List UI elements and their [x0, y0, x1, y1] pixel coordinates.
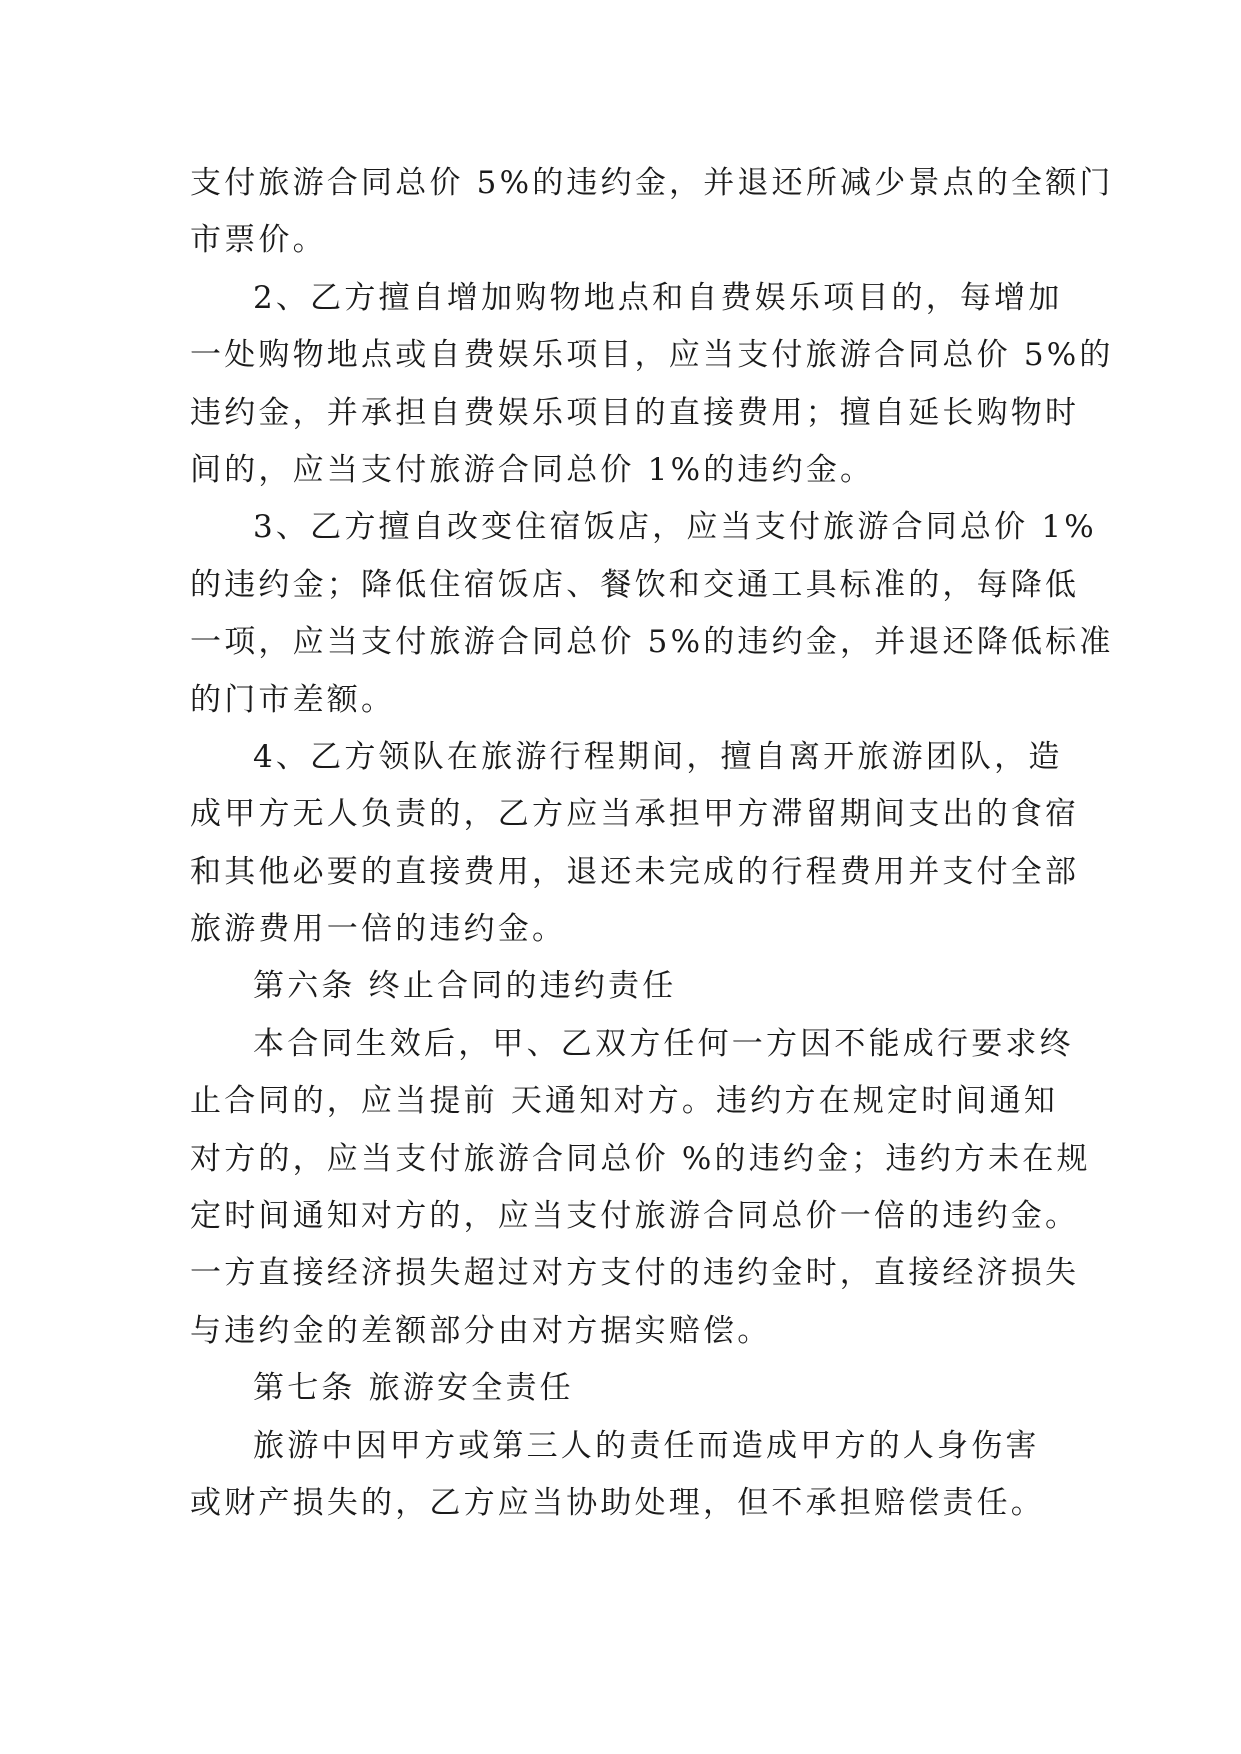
- text-line: 一处购物地点或自费娱乐项目，应当支付旅游合同总价 5%的: [190, 337, 1114, 374]
- text-line: 止合同的，应当提前 天通知对方。违约方在规定时间通知: [190, 1083, 1059, 1120]
- text-line: 的违约金；降低住宿饭店、餐饮和交通工具标准的，每降低: [190, 566, 1080, 603]
- text-line: 一项，应当支付旅游合同总价 5%的违约金，并退还降低标准: [190, 624, 1114, 661]
- article-6-heading: 第六条 终止合同的违约责任: [253, 968, 677, 1005]
- text-line: 违约金，并承担自费娱乐项目的直接费用；擅自延长购物时: [190, 394, 1080, 431]
- text-line: 定时间通知对方的，应当支付旅游合同总价一倍的违约金。: [190, 1198, 1080, 1235]
- document-body: [190, 155, 1114, 1532]
- text-line: 或财产损失的，乙方应当协助处理，但不承担赔偿责任。: [190, 1484, 1045, 1521]
- text-line: 支付旅游合同总价 5%的违约金，并退还所减少景点的全额门: [190, 165, 1114, 201]
- text-line: 一方直接经济损失超过对方支付的违约金时，直接经济损失: [190, 1255, 1080, 1292]
- article-7-heading: 第七条 旅游安全责任: [253, 1370, 574, 1407]
- text-line: 成甲方无人负责的，乙方应当承担甲方滞留期间支出的食宿: [190, 796, 1080, 833]
- clause-3-start: 3、乙方擅自改变住宿饭店，应当支付旅游合同总价 1%: [253, 509, 1097, 546]
- text-line: 对方的，应当支付旅游合同总价 %的违约金；违约方未在规: [190, 1140, 1091, 1177]
- article-7-paragraph-start: 旅游中因甲方或第三人的责任而造成甲方的人身伤害: [253, 1427, 1040, 1464]
- clause-4-start: 4、乙方领队在旅游行程期间，擅自离开旅游团队，造: [253, 738, 1063, 775]
- article-6-paragraph-start: 本合同生效后，甲、乙双方任何一方因不能成行要求终: [253, 1025, 1074, 1062]
- text-line: 的门市差额。: [190, 681, 396, 718]
- text-line: 市票价。: [190, 222, 327, 259]
- text-line: 与违约金的差额部分由对方据实赔偿。: [190, 1312, 772, 1349]
- text-line: 旅游费用一倍的违约金。: [190, 911, 567, 948]
- text-line: 间的，应当支付旅游合同总价 1%的违约金。: [190, 451, 875, 488]
- text-line: 和其他必要的直接费用，退还未完成的行程费用并支付全部: [190, 853, 1080, 890]
- clause-2-start: 2、乙方擅自增加购物地点和自费娱乐项目的，每增加: [253, 279, 1063, 316]
